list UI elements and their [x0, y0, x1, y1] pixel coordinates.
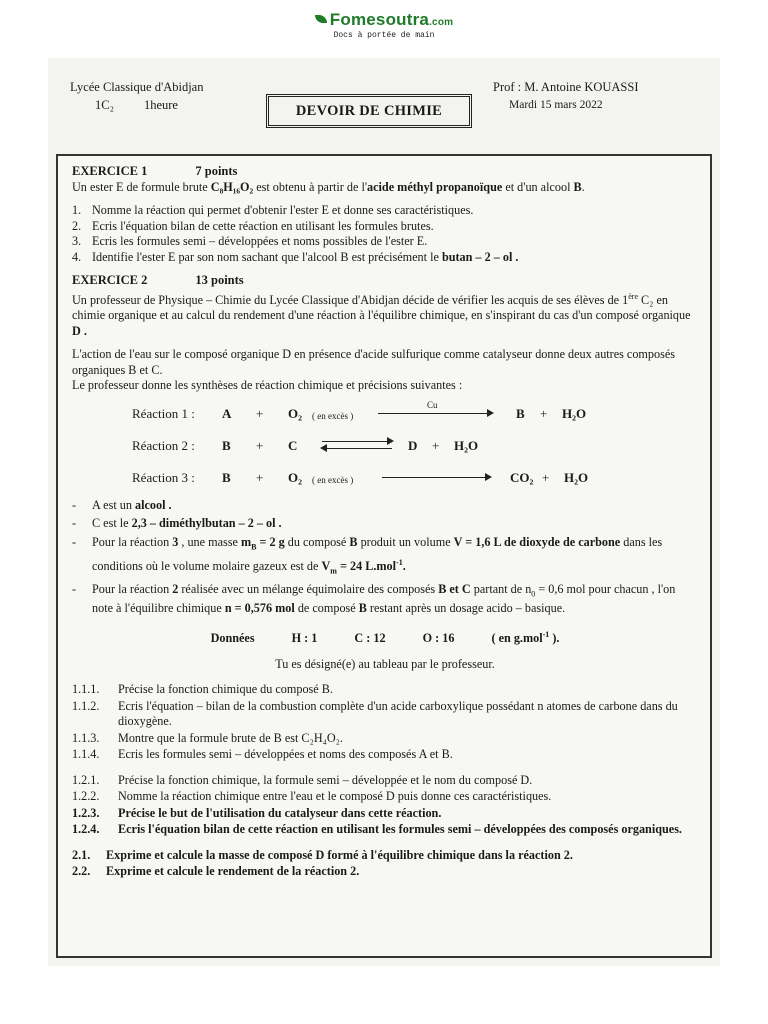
questions-part1	[72, 682, 698, 763]
reaction-3: Réaction 3 : B + O₂ ( en excès ) CO₂ + H₂O	[132, 469, 589, 485]
exercise2-paragraph: Le professeur donne les synthèses de réaction chimique et précisions suivantes :	[72, 378, 463, 393]
list-item: 1.2.3. Précise le but de l'utilisation du catalyseur dans cette réaction.	[72, 805, 442, 820]
list-item: 1.2.2. Nomme la réaction chimique entre l'eau et le composé D puis donne ces caractéristiques.	[72, 789, 552, 803]
instruction-note: Tu es désigné(e) au tableau par le professeur.	[275, 656, 495, 671]
list-item: - Pour la réaction 3 , une masse $m_B = 2$ g du composé B produit un volume V = 1,6 L de dioxyde de carbone dans les conditions où le volume molaire gazeux est de $V_m = 24$ L.mol$^{-1}$.	[72, 535, 698, 579]
page-title: DEVOIR DE CHIMIE	[266, 94, 472, 128]
list-item: 2.1. Exprime et calcule la masse de composé D formé à l'équilibre chimique dans la réaction 2.	[72, 847, 573, 862]
list-item: 4. Identifie l'ester E par son nom sachant que l'alcool B est précisément le butan – 2 – ol .	[72, 249, 519, 264]
brand-tagline: Docs à portée de main	[333, 31, 435, 40]
teacher-name: Prof : M. Antoine KOUASSI	[493, 80, 639, 94]
school-name: Lycée Classique d'Abidjan	[70, 80, 204, 94]
list-item: 1.2.4. Ecris l'équation bilan de cette réaction en utilisant les formules semi – développées des composés organiques.	[72, 822, 682, 836]
reaction-2: Réaction 2 : B + C D + H₂O	[132, 437, 479, 453]
exercise1-title: EXERCICE 1 7 points	[72, 164, 238, 178]
header-right	[493, 78, 639, 114]
exercise2-facts	[72, 498, 698, 617]
leaf-icon	[315, 15, 327, 23]
site-brand	[0, 10, 768, 40]
duration: 1heure	[143, 98, 178, 112]
exercise2-title: EXERCICE 2 13 points	[72, 273, 244, 287]
list-item: - C est le 2,3 – diméthylbutan – 2 – ol .	[72, 516, 698, 532]
exercise2-paragraph: L'action de l'eau sur le composé organique D en présence d'acide sulfurique comme catalyseur donne deux autres composés organiques B et C.	[72, 347, 675, 377]
list-item: 2. Ecris l'équation bilan de cette réaction en utilisant les formules brutes.	[72, 218, 434, 233]
questions-part3	[72, 848, 698, 880]
questions-part2	[72, 773, 698, 838]
data-values: Données H : 1 C : 12 O : 16 ( en g.mol$^{-1}$ ).	[210, 629, 560, 645]
list-item: 1.2.1. Précise la fonction chimique, la formule semi – développée et le nom du composé D.	[72, 772, 533, 787]
list-item: 3. Ecris les formules semi – développées et noms possibles de l'ester E.	[72, 234, 428, 248]
list-item: 2.2. Exprime et calcule le rendement de la réaction 2.	[72, 864, 360, 878]
exam-frame	[56, 154, 712, 958]
list-item: 1.1.2. Ecris l'équation – bilan de la combustion complète d'un acide carboxylique possédant n atomes de carbone dans du dioxygène.	[72, 698, 678, 728]
exercise1-questions	[72, 203, 698, 265]
reaction-1: Réaction 1 : A + O₂ ( en excès ) Cu B + H₂O	[132, 399, 587, 421]
list-item: 1.1.4. Ecris les formules semi – développées et noms des composés A et B.	[72, 747, 453, 761]
brand-domain: .com	[429, 17, 454, 28]
equilibrium-arrow	[322, 441, 392, 451]
exam-paper	[48, 58, 720, 966]
brand-name: Fomesoutra	[329, 10, 430, 29]
list-item: 1. Nomme la réaction qui permet d'obtenir l'ester E et donne ses caractéristiques.	[72, 203, 474, 217]
exercise1-intro: Un ester E de formule brute C₈H₁₆O₂ est obtenu à partir de l'acide méthyl propanoïque et d'un alcool B.	[72, 179, 585, 194]
reaction-arrow	[382, 477, 490, 478]
brand-logo	[0, 10, 768, 30]
reaction-arrow	[378, 413, 492, 414]
class-name: 1C₂	[95, 98, 114, 112]
exercise2-intro: Un professeur de Physique – Chimie du Lycée Classique d'Abidjan décide de vérifier les acquis de ses élèves de 1ère C₂ en chimie organique et au calcul du rendement d'une réaction à l'équilibre chimique, en s'inspirant du cas d'un composé organique D .	[72, 291, 691, 338]
list-item: - Pour la réaction 2 réalisée avec un mélange équimolaire des composés B et C partant de $n_0 = 0,6$ mol pour chacun , l'on note à l'équilibre chimique n = 0,576 mol de composé B restant après un dosage acido – basique.	[72, 582, 698, 617]
list-item: 1.1.3. Montre que la formule brute de B est C₂H₄O₂.	[72, 730, 343, 745]
exam-date: Mardi 15 mars 2022	[509, 99, 603, 111]
list-item: - A est un alcool .	[72, 498, 698, 514]
list-item: 1.1.1. Précise la fonction chimique du composé B.	[72, 682, 333, 696]
header-left	[70, 78, 203, 114]
